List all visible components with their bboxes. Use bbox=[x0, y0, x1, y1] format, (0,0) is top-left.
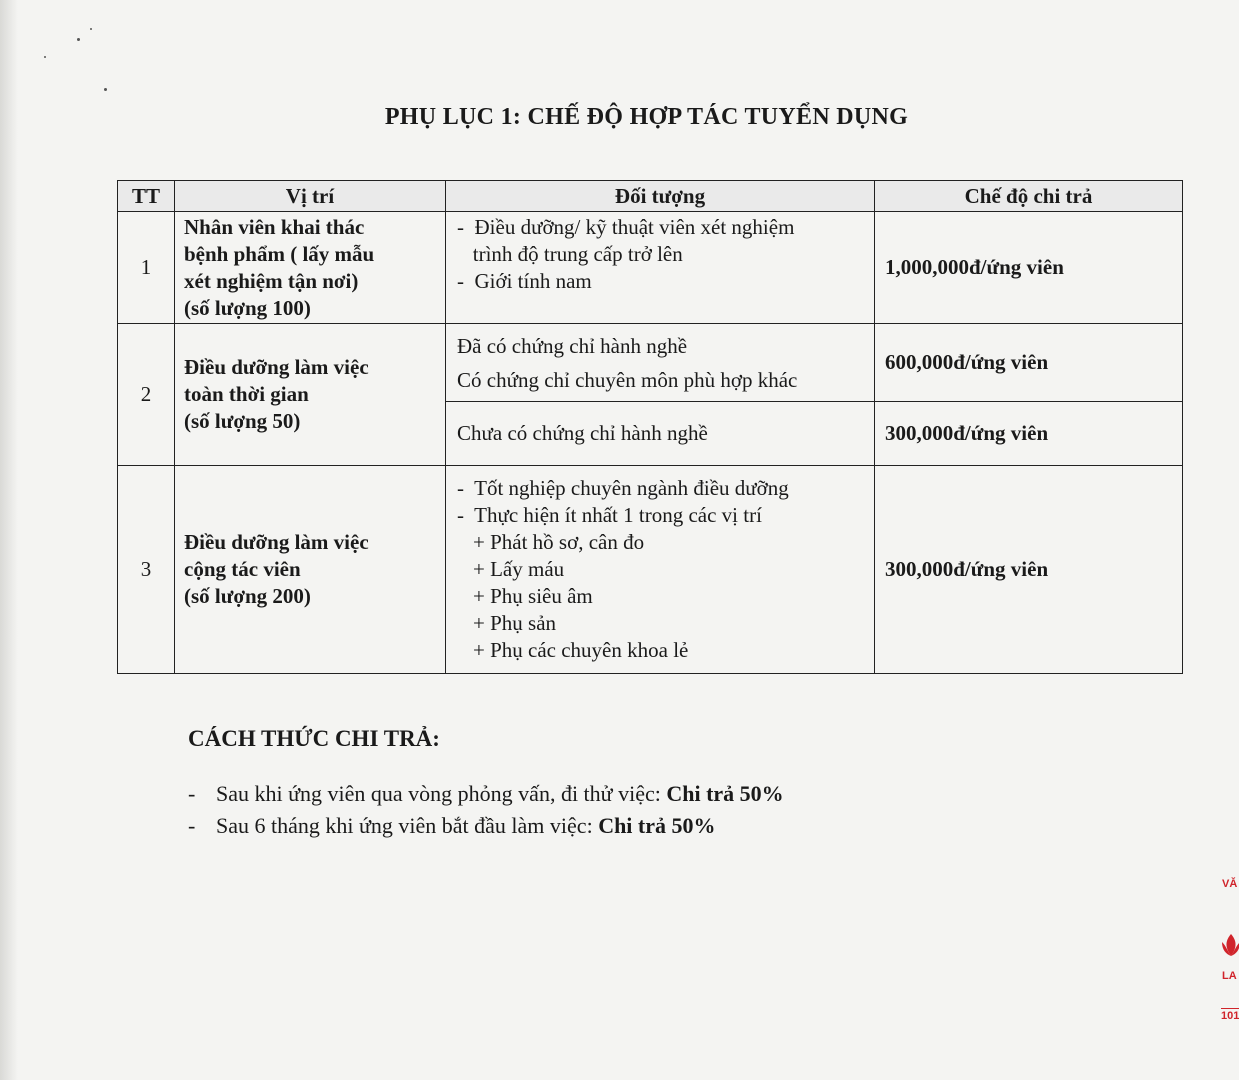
payment-cell: 1,000,000đ/ứng viên bbox=[875, 212, 1183, 324]
target-cell bbox=[446, 212, 875, 324]
scan-speck bbox=[104, 88, 107, 91]
list-item-emphasis: Chi trả 50% bbox=[666, 781, 784, 806]
target-line: - Điều dưỡng/ kỹ thuật viên xét nghiệm bbox=[457, 215, 795, 239]
position-cell bbox=[175, 466, 446, 674]
position-line: xét nghiệm tận nơi) bbox=[184, 268, 359, 293]
position-line: (số lượng 50) bbox=[184, 409, 301, 433]
red-stamp-fragment bbox=[1218, 868, 1239, 1028]
stamp-text-mid: LA bbox=[1222, 970, 1237, 982]
payment-cell: 300,000đ/ứng viên bbox=[875, 402, 1183, 466]
header-tt: TT bbox=[118, 181, 175, 212]
document-title: PHỤ LỤC 1: CHẾ ĐỘ HỢP TÁC TUYỂN DỤNG bbox=[384, 104, 909, 130]
position-line: cộng tác viên bbox=[184, 557, 301, 581]
table-header-row bbox=[118, 181, 1183, 212]
table-row bbox=[118, 324, 1183, 402]
stamp-text-bottom: 101 bbox=[1221, 1010, 1239, 1022]
target-line: Có chứng chỉ chuyên môn phù hợp khác bbox=[457, 367, 798, 392]
target-line: trình độ trung cấp trở lên bbox=[457, 242, 683, 266]
payment-cell: 300,000đ/ứng viên bbox=[875, 466, 1183, 674]
header-position: Vị trí bbox=[175, 181, 446, 212]
lotus-icon bbox=[1220, 932, 1239, 958]
list-dash: - bbox=[188, 781, 196, 806]
list-item bbox=[188, 778, 784, 810]
scan-speck bbox=[90, 28, 92, 30]
position-line: toàn thời gian bbox=[184, 382, 309, 406]
position-line: Điều dưỡng làm việc bbox=[184, 530, 369, 554]
list-item bbox=[188, 810, 784, 842]
scan-speck bbox=[44, 56, 46, 58]
table-row bbox=[118, 466, 1183, 674]
scan-edge-shadow bbox=[0, 0, 18, 1080]
position-cell bbox=[175, 324, 446, 466]
target-line: - Thực hiện ít nhất 1 trong các vị trí bbox=[457, 503, 762, 527]
header-target: Đối tượng bbox=[446, 181, 875, 212]
target-line: Đã có chứng chỉ hành nghề bbox=[457, 333, 688, 358]
target-line: - Tốt nghiệp chuyên ngành điều dưỡng bbox=[457, 476, 789, 500]
target-cell bbox=[446, 402, 875, 466]
row-number: 1 bbox=[118, 212, 175, 324]
header-payment: Chế độ chi trả bbox=[875, 181, 1183, 212]
recruitment-table bbox=[117, 180, 1183, 674]
row-number: 3 bbox=[118, 466, 175, 674]
row-number: 2 bbox=[118, 324, 175, 466]
target-line: Chưa có chứng chỉ hành nghề bbox=[457, 421, 708, 445]
target-subitem: + Phụ siêu âm bbox=[473, 584, 593, 608]
position-line: Nhân viên khai thác bbox=[184, 214, 365, 239]
position-line: bệnh phẩm ( lấy mẫu bbox=[184, 241, 375, 266]
target-subitem: + Phát hồ sơ, cân đo bbox=[473, 530, 645, 554]
target-subitem: + Lấy máu bbox=[473, 557, 565, 581]
target-cell bbox=[446, 324, 875, 402]
list-item-text: Sau 6 tháng khi ứng viên bắt đầu làm việc: bbox=[216, 813, 599, 838]
position-line: (số lượng 100) bbox=[184, 295, 311, 320]
stamp-text-top: VĂ bbox=[1222, 878, 1238, 890]
payment-method-list bbox=[188, 778, 784, 842]
position-line: (số lượng 200) bbox=[184, 584, 311, 608]
target-cell bbox=[446, 466, 875, 674]
payment-method-heading: CÁCH THỨC CHI TRẢ: bbox=[188, 726, 440, 751]
table-row bbox=[118, 212, 1183, 324]
scan-speck bbox=[77, 38, 80, 41]
list-dash: - bbox=[188, 813, 196, 838]
list-item-text: Sau khi ứng viên qua vòng phỏng vấn, đi thử việc: bbox=[216, 781, 667, 806]
payment-cell: 600,000đ/ứng viên bbox=[875, 324, 1183, 402]
list-item-emphasis: Chi trả 50% bbox=[598, 813, 716, 838]
target-subitem: + Phụ các chuyên khoa lẻ bbox=[473, 638, 689, 662]
position-line: Điều dưỡng làm việc bbox=[184, 355, 369, 379]
position-cell bbox=[175, 212, 446, 324]
target-line: - Giới tính nam bbox=[457, 269, 592, 293]
target-subitem: + Phụ sản bbox=[473, 611, 557, 635]
